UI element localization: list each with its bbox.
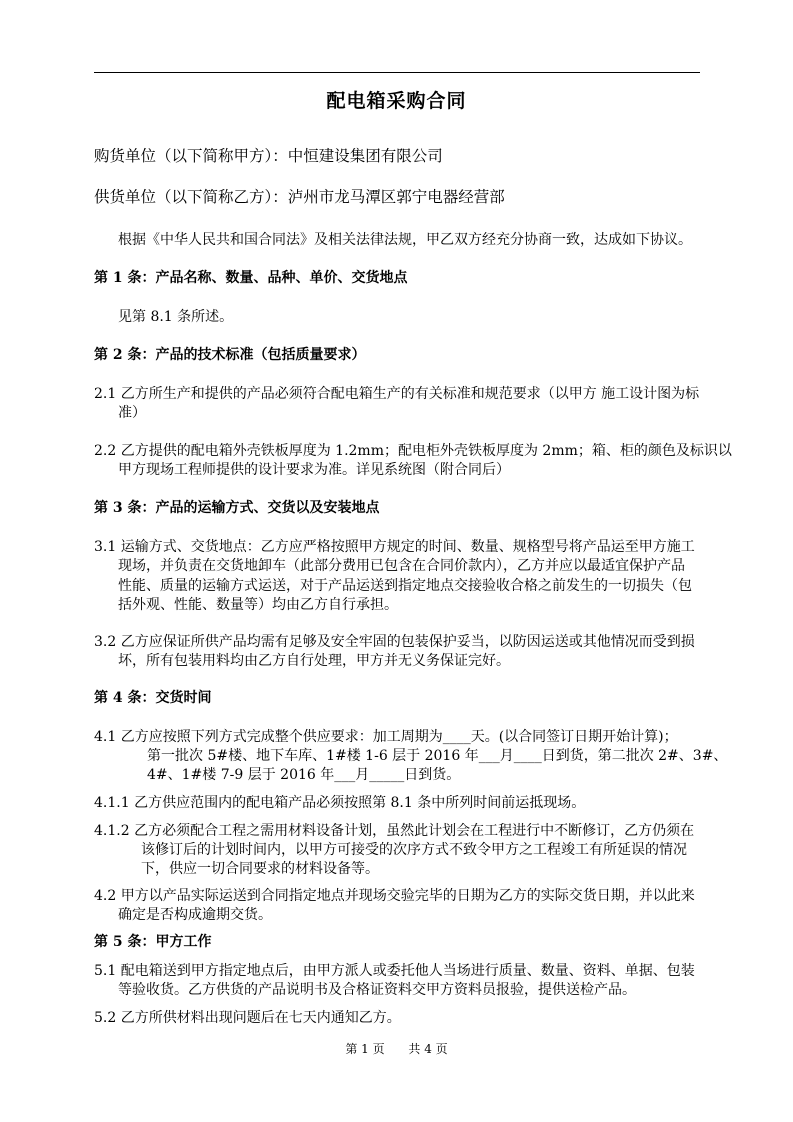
clause-4-2-line2: 确定是否构成逾期交货。 [118,907,272,923]
preamble: 根据《中华人民共和国合同法》及相关法律法规，甲乙双方经充分协商一致，达成如下协议。 [118,232,692,248]
page-total: 共 4 页 [408,1042,448,1056]
clause-2-1-line2: 准） [118,405,146,421]
clause-4-2-line1: 4.2 甲方以产品实际运送到合同指定地点并现场交验完毕的日期为乙方的实际交货日期，并以此来 [94,888,695,904]
clause-5-1-line2: 等验收货。乙方供货的产品说明书及合格证资料交甲方资料员报验，提供送检产品。 [118,982,636,998]
article-1-text: 见第 8.1 条所述。 [118,309,234,325]
clause-4-1-2-line3: 下，供应一切合同要求的材料设备等。 [141,861,379,877]
clause-4-1-2-line1: 4.1.2 乙方必须配合工程之需用材料设备计划，虽然此计划会在工程进行中不断修订，乙方仍须在 [94,823,695,839]
article-4-heading: 第 4 条：交货时间 [94,690,212,706]
clause-2-2-line1: 2.2 乙方提供的配电箱外壳铁板厚度为 1.2mm；配电柜外壳铁板厚度为 2mm；箱、柜的颜色及标识以 [94,443,732,459]
article-2-heading: 第 2 条：产品的技术标准（包括质量要求） [94,347,366,363]
article-5-heading: 第 5 条：甲方工作 [94,934,212,950]
header-rule [94,72,700,73]
clause-4-1-1: 4.1.1 乙方供应范围内的配电箱产品必须按照第 8.1 条中所列时间前运抵现场。 [94,795,586,811]
clause-2-2-line2: 甲方现场工程师提供的设计要求为准。详见系统图（附合同后） [118,462,510,478]
clause-3-1-line4: 括外观、性能、数量等）均由乙方自行承担。 [118,597,398,613]
clause-3-1-line2: 现场，并负责在交货地卸车（此部分费用已包含在合同价款内），乙方并应以最适宜保护产品 [118,558,685,574]
clause-4-1-line1: 4.1 乙方应按照下列方式完成整个供应要求：加工周期为____天。(以合同签订日期开始计算)； [94,729,678,745]
article-1-heading: 第 1 条：产品名称、数量、品种、单价、交货地点 [94,270,408,286]
seller-line: 供货单位（以下简称乙方）：泸州市龙马潭区郭宁电器经营部 [94,188,505,206]
page-footer [0,1040,793,1057]
clause-3-2-line2: 坏，所有包装用料均由乙方自行处理，甲方并无义务保证完好。 [118,653,510,669]
clause-4-1-line2: 第一批次 5#楼、地下车库、1#楼 1-6 层于 2016 年___月____日到货，第二批次 2#、3#、 [147,748,728,764]
clause-2-1-line1: 2.1 乙方所生产和提供的产品必须符合配电箱生产的有关标准和规范要求（以甲方 施工设计图为标 [94,386,700,402]
page-number: 第 1 页 [345,1042,385,1056]
clause-4-1-line3: 4#、1#楼 7-9 层于 2016 年___月_____日到货。 [147,767,461,783]
buyer-line: 购货单位（以下简称甲方）：中恒建设集团有限公司 [94,147,443,165]
clause-5-2: 5.2 乙方所供材料出现问题后在七天内通知乙方。 [94,1010,401,1026]
clause-4-1-2-line2: 该修订后的计划时间内，以甲方可接受的次序方式不致令甲方之工程竣工有所延误的情况 [141,842,687,858]
clause-3-1-line1: 3.1 运输方式、交货地点：乙方应严格按照甲方规定的时间、数量、规格型号将产品运至甲方施工 [94,539,695,555]
contract-title: 配电箱采购合同 [326,90,467,112]
article-3-heading: 第 3 条：产品的运输方式、交货以及安装地点 [94,500,380,516]
clause-5-1-line1: 5.1 配电箱送到甲方指定地点后，由甲方派人或委托他人当场进行质量、数量、资料、单据、包装 [94,963,695,979]
clause-3-1-line3: 性能、质量的运输方式运送，对于产品运送到指定地点交接验收合格之前发生的一切损失（包 [118,578,692,594]
clause-3-2-line1: 3.2 乙方应保证所供产品均需有足够及安全牢固的包装保护妥当，以防因运送或其他情况而受到损 [94,634,695,650]
